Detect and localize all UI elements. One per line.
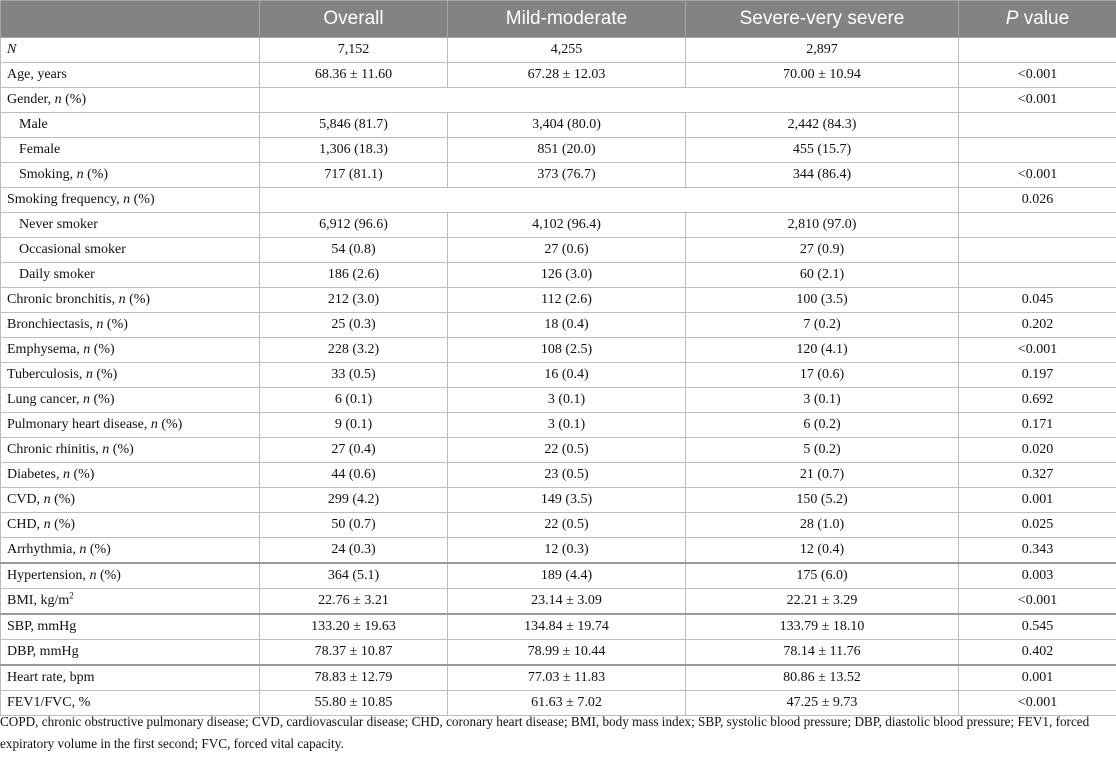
row-label-italic: n <box>43 517 51 532</box>
row-label <box>1 640 260 666</box>
row-label-italic: n <box>118 292 126 307</box>
table-body <box>1 38 1116 716</box>
table-row <box>1 463 1116 488</box>
table-row <box>1 614 1116 640</box>
row-label-italic: n <box>102 442 110 457</box>
row-label <box>1 163 260 188</box>
row-label-text: Tuberculosis, <box>7 367 86 382</box>
cell-mild-moderate: 78.99 ± 10.44 <box>448 640 686 666</box>
row-label-italic: n <box>62 467 70 482</box>
row-label-italic: n <box>79 542 87 557</box>
row-label-italic: n <box>85 367 93 382</box>
table-row <box>1 288 1116 313</box>
row-label-text: Chronic bronchitis, <box>7 292 119 307</box>
row-label <box>1 213 260 238</box>
table-row <box>1 665 1116 691</box>
table-row <box>1 138 1116 163</box>
row-label-text: Daily smoker <box>19 267 95 282</box>
row-label <box>1 238 260 263</box>
row-label <box>1 38 260 63</box>
cell-overall: 54 (0.8) <box>260 238 448 263</box>
row-label <box>1 63 260 88</box>
cell-mild-moderate: 27 (0.6) <box>448 238 686 263</box>
cell-mild-moderate: 16 (0.4) <box>448 363 686 388</box>
row-label <box>1 338 260 363</box>
row-label-suffix: (%) <box>50 492 76 507</box>
cell-overall: 364 (5.1) <box>260 563 448 589</box>
cell-overall: 50 (0.7) <box>260 513 448 538</box>
row-label-italic: n <box>96 317 104 332</box>
cell-mild-moderate: 77.03 ± 11.83 <box>448 665 686 691</box>
table-row <box>1 113 1116 138</box>
cell-overall: 1,306 (18.3) <box>260 138 448 163</box>
row-label-text: Emphysema, <box>7 342 84 357</box>
cell-severe-very-severe: 133.79 ± 18.10 <box>686 614 959 640</box>
cell-mild-moderate: 149 (3.5) <box>448 488 686 513</box>
cell-overall: 44 (0.6) <box>260 463 448 488</box>
table-row <box>1 363 1116 388</box>
cell-severe-very-severe: 5 (0.2) <box>686 438 959 463</box>
cell-severe-very-severe: 47.25 ± 9.73 <box>686 691 959 716</box>
cell-mild-moderate: 3,404 (80.0) <box>448 113 686 138</box>
cell-overall: 7,152 <box>260 38 448 63</box>
row-label-italic: n <box>150 417 158 432</box>
cell-severe-very-severe: 17 (0.6) <box>686 363 959 388</box>
cell-mild-moderate: 189 (4.4) <box>448 563 686 589</box>
row-label <box>1 313 260 338</box>
table-row <box>1 63 1116 88</box>
row-label-text: Diabetes, <box>7 467 63 482</box>
row-label-text: CVD, <box>7 492 44 507</box>
cell-p-value: 0.026 <box>959 188 1116 213</box>
row-label-text: Heart rate, bpm <box>7 670 95 685</box>
table-row <box>1 388 1116 413</box>
cell-p-value: 0.001 <box>959 488 1116 513</box>
cell-overall: 24 (0.3) <box>260 538 448 564</box>
row-label-text: Lung cancer, <box>7 392 84 407</box>
table-row <box>1 589 1116 615</box>
cell-p-value: 0.045 <box>959 288 1116 313</box>
cell-severe-very-severe: 120 (4.1) <box>686 338 959 363</box>
cell-mild-moderate: 4,255 <box>448 38 686 63</box>
table-row <box>1 413 1116 438</box>
cell-severe-very-severe: 150 (5.2) <box>686 488 959 513</box>
cell-severe-very-severe: 78.14 ± 11.76 <box>686 640 959 666</box>
header-p-italic: P <box>1005 8 1019 29</box>
cell-p-value: <0.001 <box>959 163 1116 188</box>
table-row <box>1 163 1116 188</box>
table-row <box>1 263 1116 288</box>
cell-overall: 717 (81.1) <box>260 163 448 188</box>
cell-severe-very-severe: 80.86 ± 13.52 <box>686 665 959 691</box>
row-label-suffix: (%) <box>86 542 111 557</box>
row-label <box>1 288 260 313</box>
table-row <box>1 438 1116 463</box>
row-label-suffix: (%) <box>125 292 151 307</box>
cell-mild-moderate: 3 (0.1) <box>448 388 686 413</box>
row-label-text: Occasional smoker <box>19 242 126 257</box>
row-label-italic: n <box>83 392 91 407</box>
cell-severe-very-severe: 2,442 (84.3) <box>686 113 959 138</box>
cell-mild-moderate: 23.14 ± 3.09 <box>448 589 686 615</box>
cell-overall: 55.80 ± 10.85 <box>260 691 448 716</box>
table-row <box>1 640 1116 666</box>
row-label-text: Arrhythmia, <box>7 542 80 557</box>
cell-overall: 133.20 ± 19.63 <box>260 614 448 640</box>
table-row <box>1 238 1116 263</box>
row-label <box>1 665 260 691</box>
row-label <box>1 413 260 438</box>
cell-p-value <box>959 113 1116 138</box>
header-row <box>1 1 1116 38</box>
cell-mild-moderate: 18 (0.4) <box>448 313 686 338</box>
row-label <box>1 513 260 538</box>
cell-overall: 6,912 (96.6) <box>260 213 448 238</box>
row-label <box>1 538 260 564</box>
cell-overall: 228 (3.2) <box>260 338 448 363</box>
cell-p-value: 0.545 <box>959 614 1116 640</box>
row-label-suffix: (%) <box>92 367 118 382</box>
row-label <box>1 463 260 488</box>
cell-severe-very-severe: 7 (0.2) <box>686 313 959 338</box>
cell-severe-very-severe: 22.21 ± 3.29 <box>686 589 959 615</box>
cell-severe-very-severe: 3 (0.1) <box>686 388 959 413</box>
cell-severe-very-severe: 455 (15.7) <box>686 138 959 163</box>
row-label <box>1 263 260 288</box>
header-variable <box>1 1 260 38</box>
row-label-text: Male <box>19 117 48 132</box>
row-label-italic: N <box>7 42 17 57</box>
cell-p-value <box>959 213 1116 238</box>
cell-mild-moderate: 23 (0.5) <box>448 463 686 488</box>
row-label <box>1 363 260 388</box>
cell-p-value: 0.343 <box>959 538 1116 564</box>
row-label-italic: n <box>43 492 51 507</box>
row-label-suffix: (%) <box>103 317 128 332</box>
cell-overall: 22.76 ± 3.21 <box>260 589 448 615</box>
cell-severe-very-severe: 27 (0.9) <box>686 238 959 263</box>
cell-p-value: <0.001 <box>959 63 1116 88</box>
cell-mild-moderate: 126 (3.0) <box>448 263 686 288</box>
cell-mild-moderate: 108 (2.5) <box>448 338 686 363</box>
row-label-text: SBP, mmHg <box>7 619 77 634</box>
row-label-suffix: (%) <box>96 568 121 583</box>
cell-p-value <box>959 138 1116 163</box>
row-label-text: BMI, kg/m <box>7 593 70 608</box>
cell-p-value: <0.001 <box>959 88 1116 113</box>
row-label-suffix: (%) <box>69 467 95 482</box>
row-label-text: Female <box>19 142 61 157</box>
row-label <box>1 388 260 413</box>
row-label <box>1 188 260 213</box>
row-label-suffix: (%) <box>90 342 115 357</box>
row-label-text: Bronchiectasis, <box>7 317 97 332</box>
table-row <box>1 338 1116 363</box>
row-label <box>1 589 260 615</box>
cell-severe-very-severe: 28 (1.0) <box>686 513 959 538</box>
row-label-text: Hypertension, <box>7 568 90 583</box>
row-label-text: DBP, mmHg <box>7 644 79 659</box>
row-label-italic: n <box>54 92 62 107</box>
row-label-suffix: (%) <box>61 92 87 107</box>
cell-p-value <box>959 263 1116 288</box>
row-label-suffix: (%) <box>50 517 76 532</box>
cell-p-value: 0.020 <box>959 438 1116 463</box>
cell-p-value <box>959 38 1116 63</box>
table-row <box>1 313 1116 338</box>
cell-overall: 299 (4.2) <box>260 488 448 513</box>
row-label-text: CHD, <box>7 517 44 532</box>
row-label <box>1 563 260 589</box>
cell-overall: 25 (0.3) <box>260 313 448 338</box>
cell-p-value: 0.402 <box>959 640 1116 666</box>
cell-p-value: 0.202 <box>959 313 1116 338</box>
cell-overall: 68.36 ± 11.60 <box>260 63 448 88</box>
table-footnote: COPD, chronic obstructive pulmonary disease; CVD, cardiovascular disease; CHD, coronary heart disease; BMI, body mass index; SBP, systolic blood pressure; DBP, diastolic blood pressure; FEV1, forced expiratory volume in the first second; FVC, forced vital capacity. <box>0 714 1090 751</box>
cell-overall: 27 (0.4) <box>260 438 448 463</box>
header-mild-moderate: Mild-moderate <box>448 1 686 38</box>
header-p-rest: value <box>1018 8 1070 29</box>
row-label-italic: n <box>123 192 131 207</box>
row-label-text: Chronic rhinitis, <box>7 442 103 457</box>
header-overall: Overall <box>260 1 448 38</box>
cell-p-value: 0.692 <box>959 388 1116 413</box>
cell-severe-very-severe: 60 (2.1) <box>686 263 959 288</box>
cell-p-value: 0.025 <box>959 513 1116 538</box>
cell-mild-moderate: 4,102 (96.4) <box>448 213 686 238</box>
row-label <box>1 488 260 513</box>
cell-p-value: <0.001 <box>959 589 1116 615</box>
table-row <box>1 188 1116 213</box>
row-label-italic: n <box>76 167 84 182</box>
table-row <box>1 213 1116 238</box>
row-label-suffix: (%) <box>109 442 134 457</box>
row-label-superscript: 2 <box>69 590 74 601</box>
cell-overall: 78.83 ± 12.79 <box>260 665 448 691</box>
cell-mild-moderate: 112 (2.6) <box>448 288 686 313</box>
row-label-text: Smoking frequency, <box>7 192 124 207</box>
row-label <box>1 438 260 463</box>
cell-severe-very-severe: 70.00 ± 10.94 <box>686 63 959 88</box>
row-label-italic: n <box>83 342 91 357</box>
cell-p-value: 0.171 <box>959 413 1116 438</box>
cell-severe-very-severe: 2,897 <box>686 38 959 63</box>
cell-p-value: 0.197 <box>959 363 1116 388</box>
cell-overall: 212 (3.0) <box>260 288 448 313</box>
cell-p-value: 0.003 <box>959 563 1116 589</box>
cell-severe-very-severe: 2,810 (97.0) <box>686 213 959 238</box>
header-severe-very-severe: Severe-very severe <box>686 1 959 38</box>
spanned-empty-cell <box>260 188 959 213</box>
spanned-empty-cell <box>260 88 959 113</box>
cell-mild-moderate: 373 (76.7) <box>448 163 686 188</box>
row-label-suffix: (%) <box>83 167 109 182</box>
row-label <box>1 88 260 113</box>
row-label-suffix: (%) <box>90 392 115 407</box>
row-label <box>1 614 260 640</box>
row-label <box>1 138 260 163</box>
row-label-suffix: (%) <box>157 417 183 432</box>
cell-overall: 9 (0.1) <box>260 413 448 438</box>
cell-severe-very-severe: 21 (0.7) <box>686 463 959 488</box>
cell-p-value <box>959 238 1116 263</box>
cell-severe-very-severe: 6 (0.2) <box>686 413 959 438</box>
cell-overall: 78.37 ± 10.87 <box>260 640 448 666</box>
cell-mild-moderate: 12 (0.3) <box>448 538 686 564</box>
cell-severe-very-severe: 100 (3.5) <box>686 288 959 313</box>
cell-severe-very-severe: 12 (0.4) <box>686 538 959 564</box>
table-row <box>1 488 1116 513</box>
table-row <box>1 88 1116 113</box>
cell-p-value: <0.001 <box>959 338 1116 363</box>
row-label-text: Smoking, <box>19 167 77 182</box>
row-label-text: FEV1/FVC, % <box>7 695 91 710</box>
row-label-text: Pulmonary heart disease, <box>7 417 151 432</box>
cell-mild-moderate: 3 (0.1) <box>448 413 686 438</box>
row-label <box>1 113 260 138</box>
row-label-text: Gender, <box>7 92 55 107</box>
cell-overall: 186 (2.6) <box>260 263 448 288</box>
row-label-suffix: (%) <box>130 192 155 207</box>
cell-mild-moderate: 61.63 ± 7.02 <box>448 691 686 716</box>
cell-mild-moderate: 67.28 ± 12.03 <box>448 63 686 88</box>
table-row <box>1 513 1116 538</box>
cell-p-value: 0.327 <box>959 463 1116 488</box>
cell-p-value: 0.001 <box>959 665 1116 691</box>
row-label-text: Age, years <box>7 67 67 82</box>
row-label-italic: n <box>89 568 97 583</box>
cell-overall: 6 (0.1) <box>260 388 448 413</box>
cell-mild-moderate: 22 (0.5) <box>448 513 686 538</box>
table-row <box>1 538 1116 564</box>
cell-mild-moderate: 851 (20.0) <box>448 138 686 163</box>
table-row <box>1 563 1116 589</box>
cell-severe-very-severe: 175 (6.0) <box>686 563 959 589</box>
table-row <box>1 38 1116 63</box>
header-p-value <box>959 1 1116 38</box>
cell-mild-moderate: 22 (0.5) <box>448 438 686 463</box>
cell-mild-moderate: 134.84 ± 19.74 <box>448 614 686 640</box>
cell-p-value: <0.001 <box>959 691 1116 716</box>
row-label-text: Never smoker <box>19 217 98 232</box>
cell-severe-very-severe: 344 (86.4) <box>686 163 959 188</box>
cell-overall: 5,846 (81.7) <box>260 113 448 138</box>
cell-overall: 33 (0.5) <box>260 363 448 388</box>
